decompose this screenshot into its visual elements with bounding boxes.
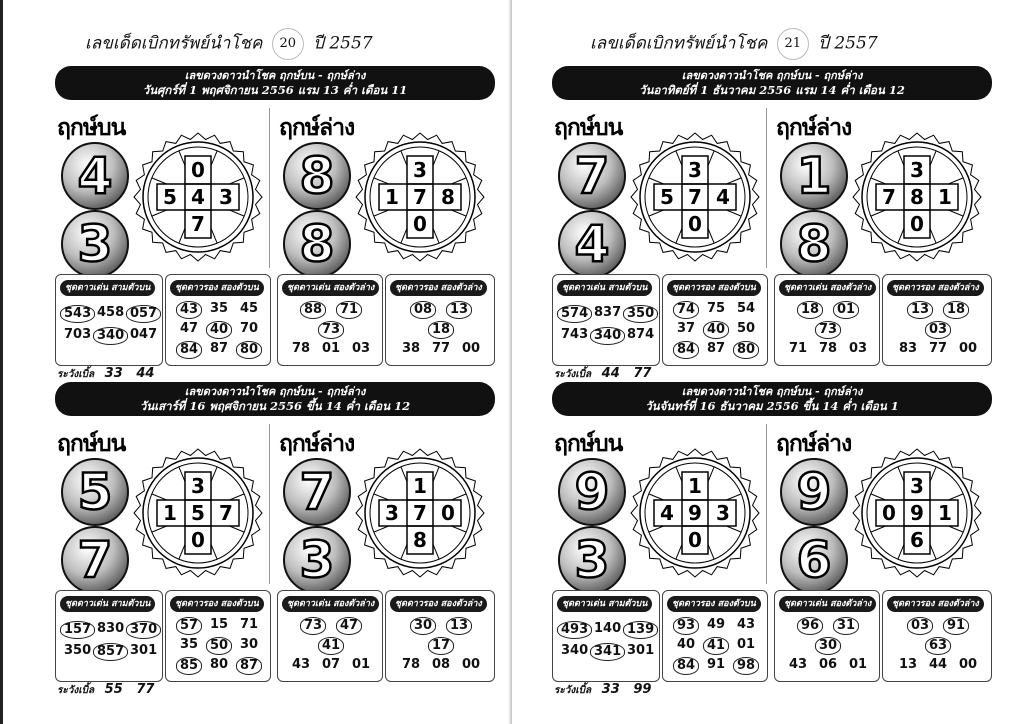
beware-doubles [554,682,651,698]
number: 03 [352,341,371,356]
circled-number: 157 [60,621,95,639]
box-label: ชุดดาวรอง สองตัวล่าง [887,596,984,612]
number: 01 [849,657,868,672]
circled-number: 340 [590,327,625,345]
upper-number-wheel [630,132,760,262]
circled-number: 84 [673,657,699,675]
circled-number: 18 [943,301,969,319]
wheel-bottom-digit: 0 [413,212,427,236]
number: 87 [707,341,726,356]
draw-section [55,66,495,381]
number: 80 [210,657,229,672]
circled-number: 40 [206,321,232,339]
circled-number: 350 [623,305,658,323]
lower-ball-1: 1 [780,142,848,210]
number: 830 [97,621,125,636]
wheel-left-digit: 5 [660,185,674,209]
box-label: ชุดดาวเด่น สามตัวบน [557,280,652,296]
circled-number: 96 [797,617,823,635]
circled-number: 543 [60,305,95,323]
number: 00 [462,341,481,356]
number: 87 [210,341,229,356]
box-label: ชุดดาวเด่น สองตัวล่าง [779,596,876,612]
wheel-right-digit: 1 [938,185,952,209]
wheel-bottom-digit: 6 [910,528,924,552]
banner-title: เลขดวงดาวนำโชค ฤกษ์บน - ฤกษ์ล่าง [184,385,366,398]
number-box-b4 [882,590,992,682]
book-title: เลขเด็ดเบิกทรัพย์นำโชค [85,33,263,54]
number: 01 [322,341,341,356]
wheel-left-digit: 1 [385,185,399,209]
circled-number: 17 [428,637,454,655]
wheel-top-digit: 3 [910,474,924,498]
wheel-center-digit: 9 [910,501,924,525]
circled-number: 93 [673,617,699,635]
beware-label: ระวังเบิ้ล [57,369,95,380]
box-label: ชุดดาวเด่น สามตัวบน [60,596,155,612]
upper-label: ฤกษ์บน [57,430,126,457]
upper-number-wheel [133,448,263,578]
box-label: ชุดดาวเด่น สองตัวล่าง [282,280,379,296]
circled-number: 370 [126,621,161,639]
beware-number: 33 [104,366,123,381]
circled-number: 57 [176,617,202,635]
section-banner [552,382,992,416]
number: 837 [594,305,622,320]
lower-ball-1: 7 [283,458,351,526]
wheel-center-digit: 4 [191,185,205,209]
upper-ball-1: 4 [61,142,129,210]
circled-number: 40 [703,321,729,339]
number-box-b4 [882,274,992,366]
number-box-b4 [385,274,495,366]
circled-number: 341 [590,643,625,661]
number: 703 [64,327,92,342]
wheel-right-digit: 3 [219,185,233,209]
wheel-bottom-digit: 0 [191,528,205,552]
circled-number: 13 [446,617,472,635]
number: 45 [240,301,259,316]
lower-ball-1: 9 [780,458,848,526]
wheel-right-digit: 3 [716,501,730,525]
number: 00 [462,657,481,672]
number-box-b1 [552,590,660,682]
wheel-bottom-digit: 0 [910,212,924,236]
box-label: ชุดดาวรอง สองตัวบน [667,280,761,296]
lower-label: ฤกษ์ล่าง [279,430,355,457]
wheel-left-digit: 4 [660,501,674,525]
lower-number-wheel [355,132,485,262]
number: 01 [352,657,371,672]
beware-number: 77 [633,366,652,381]
number: 00 [959,657,978,672]
circled-number: 47 [336,617,362,635]
wheel-top-digit: 1 [688,474,702,498]
wheel-right-digit: 0 [441,501,455,525]
wheel-left-digit: 0 [882,501,896,525]
number: 340 [561,643,589,658]
number-box-b2 [165,274,271,366]
number: 01 [737,637,756,652]
number: 047 [130,327,158,342]
wheel-top-digit: 3 [191,474,205,498]
lower-ball-2: 6 [780,526,848,594]
upper-ball-1: 9 [558,458,626,526]
beware-number: 55 [104,682,123,697]
lower-label: ฤกษ์ล่าง [776,114,852,141]
beware-label: ระวังเบิ้ล [57,685,95,696]
box-label: ชุดดาวรอง สองตัวบน [170,596,264,612]
lower-number-wheel [852,448,982,578]
circled-number: 18 [797,301,823,319]
number: 77 [929,341,948,356]
number: 37 [677,321,696,336]
wheel-center-digit: 5 [191,501,205,525]
circled-number: 03 [907,617,933,635]
number: 91 [707,657,726,672]
circled-number: 63 [925,637,951,655]
page-header [590,28,878,54]
number: 71 [240,617,259,632]
column-divider [766,424,767,584]
lower-number-wheel [852,132,982,262]
wheel-left-digit: 5 [163,185,177,209]
lower-ball-2: 8 [780,210,848,278]
lower-ball-1: 8 [283,142,351,210]
box-label: ชุดดาวรอง สองตัวล่าง [390,596,487,612]
page-right [512,0,1024,724]
circled-number: 73 [318,321,344,339]
circled-number: 08 [410,301,436,319]
number: 38 [402,341,421,356]
number-box-b3 [277,274,383,366]
circled-number: 574 [557,305,592,323]
draw-date: วันเสาร์ที่ 16 พฤศจิกายน 2556 ขึ้น 14 ค่ำ เดือน 12 [139,399,411,413]
number: 47 [180,321,199,336]
beware-label: ระวังเบิ้ล [554,685,592,696]
column-divider [766,108,767,268]
number: 83 [899,341,918,356]
circled-number: 74 [673,301,699,319]
upper-label: ฤกษ์บน [57,114,126,141]
circled-number: 87 [236,657,262,675]
upper-label: ฤกษ์บน [554,114,623,141]
circled-number: 30 [410,617,436,635]
wheel-right-digit: 1 [938,501,952,525]
circled-number: 13 [446,301,472,319]
draw-date: วันจันทร์ที่ 16 ธันวาคม 2556 ขึ้น 14 ค่ำ เดือน 1 [645,399,899,413]
draw-section [55,382,495,697]
beware-number: 99 [633,682,652,697]
number: 71 [789,341,808,356]
number: 03 [849,341,868,356]
column-divider [269,424,270,584]
upper-ball-2: 3 [61,210,129,278]
circled-number: 98 [733,657,759,675]
upper-ball-1: 7 [558,142,626,210]
year-label: ปี 2557 [818,33,878,54]
circled-number: 80 [733,341,759,359]
wheel-top-digit: 0 [191,158,205,182]
number-box-b3 [277,590,383,682]
box-label: ชุดดาวเด่น สามตัวบน [60,280,155,296]
number: 00 [959,341,978,356]
circled-number: 057 [126,305,161,323]
circled-number: 18 [428,321,454,339]
upper-number-wheel [630,448,760,578]
number-box-b2 [662,274,768,366]
box-label: ชุดดาวเด่น สองตัวล่าง [282,596,379,612]
number-box-b2 [165,590,271,682]
page-number: 21 [777,28,809,60]
circled-number: 80 [236,341,262,359]
wheel-center-digit: 9 [688,501,702,525]
lower-ball-2: 3 [283,526,351,594]
wheel-bottom-digit: 0 [688,528,702,552]
circled-number: 88 [300,301,326,319]
box-label: ชุดดาวเด่น สองตัวล่าง [779,280,876,296]
circled-number: 41 [318,637,344,655]
box-label: ชุดดาวรอง สองตัวบน [170,280,264,296]
circled-number: 30 [815,637,841,655]
number: 15 [210,617,229,632]
wheel-left-digit: 3 [385,501,399,525]
number: 78 [402,657,421,672]
page-header [85,28,373,54]
circled-number: 03 [925,321,951,339]
column-divider [269,108,270,268]
number: 78 [292,341,311,356]
banner-title: เลขดวงดาวนำโชค ฤกษ์บน - ฤกษ์ล่าง [681,385,863,398]
beware-doubles [554,366,651,382]
number: 08 [432,657,451,672]
lower-number-wheel [355,448,485,578]
number: 35 [180,637,199,652]
number-box-b1 [55,590,163,682]
year-label: ปี 2557 [313,33,373,54]
wheel-bottom-digit: 8 [413,528,427,552]
lower-ball-2: 8 [283,210,351,278]
circled-number: 01 [833,301,859,319]
wheel-bottom-digit: 0 [688,212,702,236]
number-box-b1 [55,274,163,366]
number: 30 [240,637,259,652]
wheel-left-digit: 1 [163,501,177,525]
number: 13 [899,657,918,672]
number: 43 [789,657,808,672]
circled-number: 71 [336,301,362,319]
number: 350 [64,643,92,658]
draw-section [552,66,992,381]
wheel-left-digit: 7 [882,185,896,209]
wheel-center-digit: 7 [413,185,427,209]
section-banner [55,66,495,100]
section-banner [552,66,992,100]
number-box-b2 [662,590,768,682]
number: 77 [432,341,451,356]
beware-label: ระวังเบิ้ล [554,369,592,380]
number: 70 [240,321,259,336]
number: 75 [707,301,726,316]
beware-number: 44 [136,366,155,381]
number: 43 [292,657,311,672]
beware-number: 33 [601,682,620,697]
number: 78 [819,341,838,356]
upper-ball-1: 5 [61,458,129,526]
circled-number: 73 [300,617,326,635]
wheel-right-digit: 8 [441,185,455,209]
upper-number-wheel [133,132,263,262]
number: 07 [322,657,341,672]
circled-number: 84 [673,341,699,359]
number-box-b3 [774,274,880,366]
wheel-top-digit: 3 [910,158,924,182]
wheel-top-digit: 1 [413,474,427,498]
wheel-right-digit: 4 [716,185,730,209]
number: 06 [819,657,838,672]
draw-date: วันศุกร์ที่ 1 พฤศจิกายน 2556 แรม 13 ค่ำ เดือน 11 [142,83,408,97]
circled-number: 41 [703,637,729,655]
number: 35 [210,301,229,316]
circled-number: 857 [93,643,128,661]
circled-number: 139 [623,621,658,639]
banner-title: เลขดวงดาวนำโชค ฤกษ์บน - ฤกษ์ล่าง [184,69,366,82]
lower-label: ฤกษ์ล่าง [776,430,852,457]
box-label: ชุดดาวรอง สองตัวล่าง [887,280,984,296]
upper-ball-2: 3 [558,526,626,594]
circled-number: 13 [907,301,933,319]
wheel-center-digit: 7 [688,185,702,209]
circled-number: 85 [176,657,202,675]
number: 54 [737,301,756,316]
circled-number: 43 [176,301,202,319]
upper-ball-2: 7 [61,526,129,594]
wheel-center-digit: 7 [413,501,427,525]
wheel-center-digit: 8 [910,185,924,209]
number-box-b1 [552,274,660,366]
number: 50 [737,321,756,336]
circled-number: 73 [815,321,841,339]
beware-number: 44 [601,366,620,381]
circled-number: 50 [206,637,232,655]
draw-section [552,382,992,697]
number-box-b4 [385,590,495,682]
number: 43 [737,617,756,632]
wheel-right-digit: 7 [219,501,233,525]
box-label: ชุดดาวเด่น สามตัวบน [557,596,652,612]
beware-doubles [57,682,154,698]
wheel-bottom-digit: 7 [191,212,205,236]
draw-date: วันอาทิตย์ที่ 1 ธันวาคม 2556 แรม 14 ค่ำ เดือน 12 [639,83,905,97]
banner-title: เลขดวงดาวนำโชค ฤกษ์บน - ฤกษ์ล่าง [681,69,863,82]
beware-number: 77 [136,682,155,697]
number: 44 [929,657,948,672]
upper-ball-2: 4 [558,210,626,278]
number: 40 [677,637,696,652]
number: 301 [130,643,158,658]
number: 743 [561,327,589,342]
wheel-top-digit: 3 [413,158,427,182]
page-number: 20 [272,28,304,60]
book-title: เลขเด็ดเบิกทรัพย์นำโชค [590,33,768,54]
box-label: ชุดดาวรอง สองตัวบน [667,596,761,612]
upper-label: ฤกษ์บน [554,430,623,457]
number: 458 [97,305,125,320]
section-banner [55,382,495,416]
circled-number: 91 [943,617,969,635]
circled-number: 493 [557,621,592,639]
number: 874 [627,327,655,342]
circled-number: 84 [176,341,202,359]
number: 140 [594,621,622,636]
number: 301 [627,643,655,658]
wheel-top-digit: 3 [688,158,702,182]
circled-number: 340 [93,327,128,345]
number-box-b3 [774,590,880,682]
box-label: ชุดดาวรอง สองตัวล่าง [390,280,487,296]
lower-label: ฤกษ์ล่าง [279,114,355,141]
number: 49 [707,617,726,632]
beware-doubles [57,366,154,382]
circled-number: 31 [833,617,859,635]
